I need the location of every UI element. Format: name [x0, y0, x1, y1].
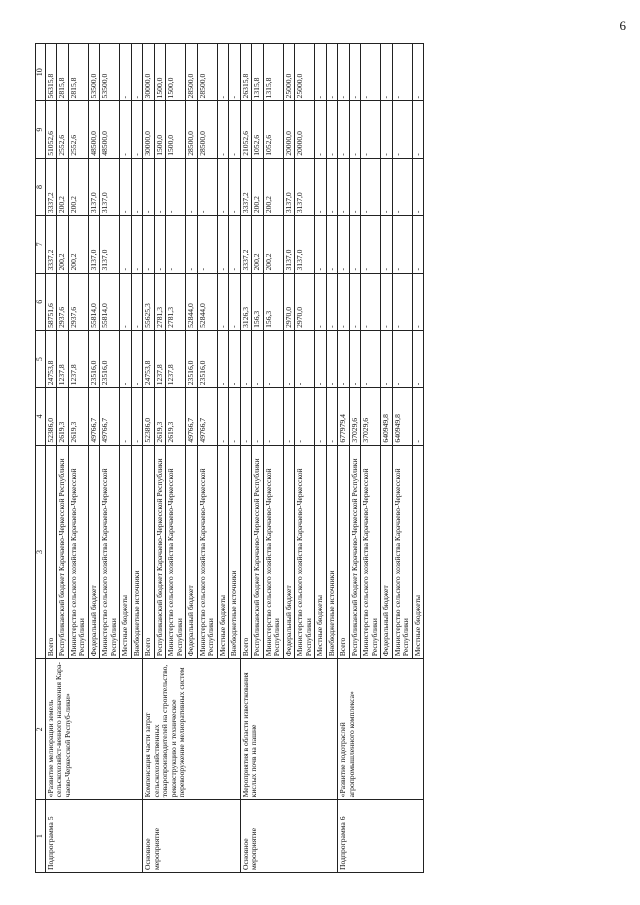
amount-cell: 1315,8 — [263, 44, 283, 101]
header-cell: 10 — [36, 44, 46, 101]
program-type-cell: Подпрограмма 6 — [338, 800, 424, 873]
amount-cell: - — [120, 44, 132, 101]
amount-cell: - — [392, 44, 412, 101]
amount-cell: 1500,0 — [154, 44, 166, 101]
amount-cell: 3137,0 — [283, 158, 295, 215]
amount-cell: - — [131, 330, 143, 387]
header-cell: 5 — [36, 330, 46, 387]
amount-cell: 3137,0 — [88, 216, 100, 273]
amount-cell: - — [361, 158, 381, 215]
amount-cell: 53500,0 — [88, 44, 100, 101]
amount-cell: - — [166, 158, 186, 215]
amount-cell: - — [120, 330, 132, 387]
amount-cell: 37029,6 — [349, 388, 361, 445]
amount-cell: - — [392, 273, 412, 330]
program-name-cell: Мероприятия в области известкования кислых почв на пашне — [240, 659, 338, 800]
funding-source-cell: Местные бюджеты — [217, 445, 229, 659]
amount-cell: 200,2 — [252, 216, 264, 273]
amount-cell: - — [349, 101, 361, 158]
header-cell: 3 — [36, 445, 46, 659]
amount-cell: 2781,3 — [166, 273, 186, 330]
amount-cell: 200,2 — [57, 216, 69, 273]
amount-cell: - — [326, 44, 338, 101]
amount-cell: 2781,3 — [154, 273, 166, 330]
amount-cell: - — [154, 158, 166, 215]
amount-cell: - — [392, 158, 412, 215]
amount-cell: 2619,3 — [57, 388, 69, 445]
amount-cell: 2970,0 — [295, 273, 315, 330]
amount-cell: - — [392, 330, 412, 387]
amount-cell: 2970,0 — [283, 273, 295, 330]
amount-cell: - — [131, 44, 143, 101]
amount-cell: 52386,0 — [143, 388, 155, 445]
amount-cell: - — [131, 388, 143, 445]
amount-cell: - — [143, 216, 155, 273]
amount-cell: 2815,8 — [68, 44, 88, 101]
funding-source-cell: Всего — [45, 445, 57, 659]
amount-cell: - — [326, 101, 338, 158]
amount-cell: 25000,0 — [283, 44, 295, 101]
amount-cell: 1315,8 — [252, 44, 264, 101]
amount-cell: 677979,4 — [338, 388, 350, 445]
amount-cell: - — [349, 44, 361, 101]
amount-cell: 53500,0 — [100, 44, 120, 101]
funding-source-cell: Внебюджетные источники — [326, 445, 338, 659]
amount-cell: 26315,8 — [240, 44, 252, 101]
amount-cell: - — [349, 216, 361, 273]
amount-cell: 2619,3 — [166, 388, 186, 445]
amount-cell: - — [120, 216, 132, 273]
program-type-cell: Подпрограмма 5 — [45, 800, 143, 873]
amount-cell: 1052,6 — [263, 101, 283, 158]
amount-cell: 2937,6 — [57, 273, 69, 330]
amount-cell: - — [338, 216, 350, 273]
amount-cell: 1500,0 — [154, 101, 166, 158]
amount-cell: 28500,0 — [197, 44, 217, 101]
amount-cell: 156,3 — [252, 273, 264, 330]
amount-cell: - — [315, 388, 327, 445]
program-type-cell: Основное мероприятие — [240, 800, 338, 873]
amount-cell: - — [338, 101, 350, 158]
amount-cell: 200,2 — [68, 216, 88, 273]
funding-source-cell: Министерство сельского хозяйства Карачаево-Черкесской Республики — [68, 445, 88, 659]
table-row — [338, 44, 350, 873]
amount-cell: 3137,0 — [283, 216, 295, 273]
amount-cell: - — [240, 330, 252, 387]
program-name-cell: «Развитие мелиорации земель сельскохозяйст-венного назначения Кара-чаево-Черкесской Респуб-лики» — [45, 659, 143, 800]
amount-cell: 23516,0 — [100, 330, 120, 387]
header-cell: 4 — [36, 388, 46, 445]
amount-cell: 2552,6 — [57, 101, 69, 158]
amount-cell: 3137,0 — [100, 216, 120, 273]
amount-cell: - — [263, 330, 283, 387]
funding-source-cell: Всего — [240, 445, 252, 659]
amount-cell: 23516,0 — [88, 330, 100, 387]
amount-cell: - — [217, 273, 229, 330]
amount-cell: 28500,0 — [197, 101, 217, 158]
amount-cell: 1237,8 — [166, 330, 186, 387]
amount-cell: 3337,2 — [45, 216, 57, 273]
amount-cell: - — [315, 330, 327, 387]
amount-cell: - — [338, 158, 350, 215]
amount-cell: - — [131, 216, 143, 273]
amount-cell: 49766,7 — [186, 388, 198, 445]
amount-cell: 49766,7 — [100, 388, 120, 445]
amount-cell: 51052,6 — [45, 101, 57, 158]
amount-cell: 2619,3 — [68, 388, 88, 445]
amount-cell: 52386,0 — [45, 388, 57, 445]
amount-cell: - — [315, 216, 327, 273]
amount-cell: - — [186, 158, 198, 215]
funding-source-cell: Республиканский бюджет Карачаево-Черкесской Республики — [154, 445, 166, 659]
amount-cell: - — [120, 388, 132, 445]
amount-cell: 3337,2 — [45, 158, 57, 215]
amount-cell: - — [240, 388, 252, 445]
amount-cell: - — [349, 330, 361, 387]
amount-cell: 55814,0 — [88, 273, 100, 330]
amount-cell: 640949,8 — [381, 388, 393, 445]
amount-cell: 48500,0 — [88, 101, 100, 158]
amount-cell: - — [252, 330, 264, 387]
amount-cell: 200,2 — [252, 158, 264, 215]
amount-cell: - — [252, 388, 264, 445]
amount-cell: - — [229, 44, 241, 101]
amount-cell: - — [283, 388, 295, 445]
funding-source-cell: Федеральный бюджет — [381, 445, 393, 659]
funding-source-cell: Федеральный бюджет — [283, 445, 295, 659]
amount-cell: 49766,7 — [197, 388, 217, 445]
amount-cell: - — [381, 101, 393, 158]
amount-cell: - — [392, 101, 412, 158]
amount-cell: 30000,0 — [143, 101, 155, 158]
amount-cell: - — [197, 216, 217, 273]
amount-cell: 49766,7 — [88, 388, 100, 445]
amount-cell: 28500,0 — [186, 101, 198, 158]
amount-cell: - — [229, 330, 241, 387]
amount-cell: 1237,8 — [154, 330, 166, 387]
amount-cell: - — [283, 330, 295, 387]
amount-cell: 21052,6 — [240, 101, 252, 158]
funding-source-cell: Министерство сельского хозяйства Карачаево-Черкесской Республики — [263, 445, 283, 659]
amount-cell: 1500,0 — [166, 101, 186, 158]
amount-cell: - — [217, 44, 229, 101]
amount-cell: - — [349, 273, 361, 330]
amount-cell: - — [326, 388, 338, 445]
funding-source-cell: Местные бюджеты — [120, 445, 132, 659]
amount-cell: - — [315, 273, 327, 330]
amount-cell: - — [217, 388, 229, 445]
funding-source-cell: Федеральный бюджет — [88, 445, 100, 659]
amount-cell: - — [131, 101, 143, 158]
amount-cell: 20000,0 — [295, 101, 315, 158]
amount-cell: - — [326, 216, 338, 273]
amount-cell: - — [412, 273, 424, 330]
amount-cell: - — [295, 330, 315, 387]
amount-cell: - — [326, 158, 338, 215]
amount-cell: - — [381, 330, 393, 387]
amount-cell: - — [361, 44, 381, 101]
amount-cell: - — [381, 44, 393, 101]
amount-cell: 200,2 — [68, 158, 88, 215]
amount-cell: 58751,6 — [45, 273, 57, 330]
page-number: 6 — [619, 18, 626, 33]
amount-cell: 28500,0 — [186, 44, 198, 101]
amount-cell: - — [338, 330, 350, 387]
funding-source-cell: Федеральный бюджет — [186, 445, 198, 659]
amount-cell: 23516,0 — [186, 330, 198, 387]
funding-source-cell: Внебюджетные источники — [229, 445, 241, 659]
amount-cell: 3337,2 — [240, 216, 252, 273]
amount-cell: 1500,0 — [166, 44, 186, 101]
amount-cell: 48500,0 — [100, 101, 120, 158]
amount-cell: - — [361, 216, 381, 273]
amount-cell: - — [326, 273, 338, 330]
amount-cell: - — [120, 158, 132, 215]
amount-cell: - — [217, 158, 229, 215]
amount-cell: - — [412, 44, 424, 101]
amount-cell: - — [315, 44, 327, 101]
header-cell: 1 — [36, 800, 46, 873]
amount-cell: - — [381, 216, 393, 273]
funding-source-cell: Всего — [143, 445, 155, 659]
amount-cell: - — [217, 216, 229, 273]
amount-cell: - — [412, 101, 424, 158]
amount-cell: 2815,8 — [57, 44, 69, 101]
funding-source-cell: Всего — [338, 445, 350, 659]
header-cell: 7 — [36, 216, 46, 273]
funding-source-cell: Министерство сельского хозяйства Карачаево-Черкесской Республики — [166, 445, 186, 659]
header-cell: 2 — [36, 659, 46, 800]
program-name-cell: Компенсация части затрат сельскохозяйственных товаропроизводителей на строительство, реконструкцию и техническое перевооружение мелиоративных систем — [143, 659, 241, 800]
amount-cell: 23516,0 — [197, 330, 217, 387]
funding-source-cell: Республиканский бюджет Карачаево-Черкесской Республики — [349, 445, 361, 659]
table-row — [143, 44, 155, 873]
amount-cell: - — [361, 330, 381, 387]
funding-source-cell: Республиканский бюджет Карачаево-Черкесской Республики — [57, 445, 69, 659]
amount-cell: - — [361, 101, 381, 158]
funding-source-cell: Министерство сельского хозяйства Карачаево-Черкесской Республики — [197, 445, 217, 659]
amount-cell: - — [412, 158, 424, 215]
amount-cell: 37029,6 — [361, 388, 381, 445]
amount-cell: 3126,3 — [240, 273, 252, 330]
amount-cell: 3137,0 — [88, 158, 100, 215]
amount-cell: - — [412, 216, 424, 273]
funding-source-cell: Министерство сельского хозяйства Карачаево-Черкесской Республики — [392, 445, 412, 659]
amount-cell: 3137,0 — [295, 216, 315, 273]
amount-cell: - — [361, 273, 381, 330]
amount-cell: 200,2 — [57, 158, 69, 215]
amount-cell: - — [186, 216, 198, 273]
amount-cell: - — [229, 273, 241, 330]
amount-cell: - — [315, 158, 327, 215]
table-body — [45, 44, 424, 873]
rotated-table-container — [35, 43, 605, 873]
amount-cell: 200,2 — [263, 216, 283, 273]
table-row — [240, 44, 252, 873]
amount-cell: 200,2 — [263, 158, 283, 215]
amount-cell: - — [143, 158, 155, 215]
amount-cell: - — [131, 273, 143, 330]
funding-source-cell: Республиканский бюджет Карачаево-Черкесской Республики — [252, 445, 264, 659]
amount-cell: 30000,0 — [143, 44, 155, 101]
funding-source-cell: Министерство сельского хозяйства Карачаево-Черкесской Республики — [295, 445, 315, 659]
amount-cell: - — [229, 101, 241, 158]
amount-cell: 25000,0 — [295, 44, 315, 101]
amount-cell: 2937,6 — [68, 273, 88, 330]
header-cell: 6 — [36, 273, 46, 330]
amount-cell: - — [166, 216, 186, 273]
amount-cell: 1052,6 — [252, 101, 264, 158]
program-name-cell: «Развитие подотраслей агропромышленного комплекса» — [338, 659, 424, 800]
amount-cell: - — [326, 330, 338, 387]
amount-cell: 24753,8 — [45, 330, 57, 387]
header-cell: 9 — [36, 101, 46, 158]
amount-cell: 1237,8 — [57, 330, 69, 387]
amount-cell: - — [412, 388, 424, 445]
funding-source-cell: Местные бюджеты — [315, 445, 327, 659]
amount-cell: 55625,3 — [143, 273, 155, 330]
amount-cell: 24753,8 — [143, 330, 155, 387]
amount-cell: - — [338, 44, 350, 101]
amount-cell: - — [338, 273, 350, 330]
header-cell: 8 — [36, 158, 46, 215]
funding-source-cell: Внебюджетные источники — [131, 445, 143, 659]
amount-cell: 3137,0 — [295, 158, 315, 215]
amount-cell: 640949,8 — [392, 388, 412, 445]
amount-cell: - — [154, 216, 166, 273]
funding-source-cell: Министерство сельского хозяйства Карачаево-Черкесской Республики — [361, 445, 381, 659]
amount-cell: 3337,2 — [240, 158, 252, 215]
funding-source-cell: Министерство сельского хозяйства Карачаево-Черкесской Республики — [100, 445, 120, 659]
amount-cell: 20000,0 — [283, 101, 295, 158]
amount-cell: 52844,0 — [197, 273, 217, 330]
amount-cell: 56315,8 — [45, 44, 57, 101]
amount-cell: 2619,3 — [154, 388, 166, 445]
amount-cell: - — [349, 158, 361, 215]
amount-cell: - — [120, 273, 132, 330]
amount-cell: - — [229, 388, 241, 445]
amount-cell: - — [131, 158, 143, 215]
amount-cell: - — [197, 158, 217, 215]
program-type-cell: Основное мероприятие — [143, 800, 241, 873]
amount-cell: 55814,0 — [100, 273, 120, 330]
amount-cell: 52844,0 — [186, 273, 198, 330]
table-row — [45, 44, 57, 873]
amount-cell: 2552,6 — [68, 101, 88, 158]
amount-cell: - — [229, 216, 241, 273]
amount-cell: - — [381, 158, 393, 215]
amount-cell: 3137,0 — [100, 158, 120, 215]
amount-cell: 156,3 — [263, 273, 283, 330]
header-row — [36, 44, 46, 873]
amount-cell: - — [263, 388, 283, 445]
amount-cell: - — [392, 216, 412, 273]
amount-cell: - — [229, 158, 241, 215]
amount-cell: - — [217, 330, 229, 387]
amount-cell: - — [120, 101, 132, 158]
amount-cell: 1237,8 — [68, 330, 88, 387]
funding-source-cell: Местные бюджеты — [412, 445, 424, 659]
amount-cell: - — [217, 101, 229, 158]
amount-cell: - — [315, 101, 327, 158]
budget-table — [35, 43, 424, 873]
amount-cell: - — [295, 388, 315, 445]
amount-cell: - — [412, 330, 424, 387]
amount-cell: - — [381, 273, 393, 330]
